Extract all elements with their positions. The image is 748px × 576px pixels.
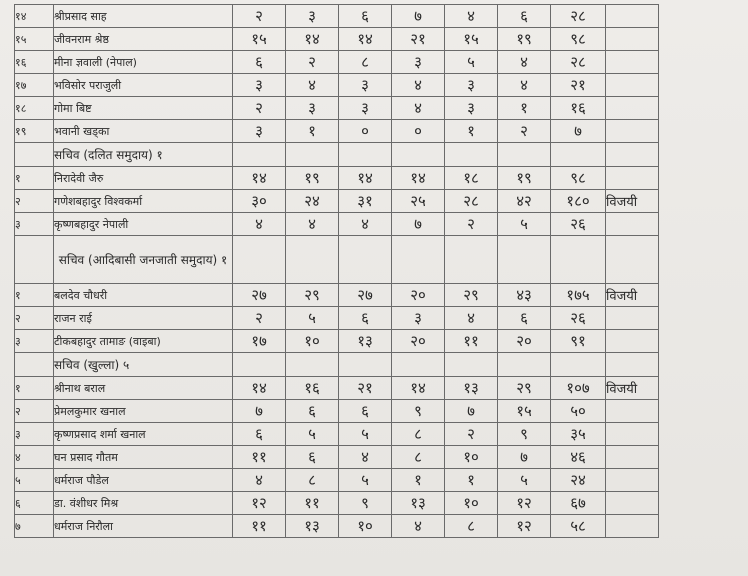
candidate-name: टीकबहादुर तामाङ (वाइबा) [54, 330, 233, 353]
votes-booth-5: ४ [445, 5, 498, 28]
votes-booth-3: २१ [339, 377, 392, 400]
votes-booth-1: २ [233, 97, 286, 120]
votes-booth-6: ६ [498, 5, 551, 28]
votes-total: ६७ [551, 492, 606, 515]
votes-booth-5: ७ [445, 400, 498, 423]
votes-booth-2: ८ [286, 469, 339, 492]
votes-booth-1: ३ [233, 120, 286, 143]
table-row [15, 400, 659, 423]
candidate-name: कृष्णबहादुर नेपाली [54, 213, 233, 236]
votes-booth-1: ७ [233, 400, 286, 423]
votes-booth-6: ६ [498, 307, 551, 330]
votes-booth-3: ६ [339, 400, 392, 423]
table-row [15, 97, 659, 120]
post-header-row [15, 353, 659, 377]
votes-booth-3: ६ [339, 307, 392, 330]
votes-booth-2: ५ [286, 423, 339, 446]
serial-number: १५ [15, 28, 54, 51]
serial-number: १४ [15, 5, 54, 28]
candidate-name: डा. वंशीधर मिश्र [54, 492, 233, 515]
votes-booth-3: ५ [339, 423, 392, 446]
votes-booth-2: ११ [286, 492, 339, 515]
votes-booth-6: १९ [498, 167, 551, 190]
votes-booth-1: ४ [233, 469, 286, 492]
remark [606, 446, 659, 469]
remark: विजयी [606, 190, 659, 213]
votes-booth-3: २७ [339, 284, 392, 307]
votes-total: ५० [551, 400, 606, 423]
empty-cell [445, 143, 498, 167]
votes-booth-3: १४ [339, 167, 392, 190]
empty-cell [551, 236, 606, 284]
table-row [15, 28, 659, 51]
votes-total: ५८ [551, 515, 606, 538]
empty-cell [498, 143, 551, 167]
empty-cell [498, 236, 551, 284]
votes-booth-1: ३ [233, 74, 286, 97]
votes-booth-4: ४ [392, 97, 445, 120]
empty-cell [392, 143, 445, 167]
votes-booth-2: १९ [286, 167, 339, 190]
votes-total: १७५ [551, 284, 606, 307]
votes-booth-3: १० [339, 515, 392, 538]
empty-cell [551, 143, 606, 167]
table-row [15, 307, 659, 330]
serial-number: ७ [15, 515, 54, 538]
candidate-name: मीना ज्ञवाली (नेपाल) [54, 51, 233, 74]
serial-number: २ [15, 400, 54, 423]
votes-booth-6: २९ [498, 377, 551, 400]
post-title: सचिव (दलित समुदाय) १ [54, 143, 233, 167]
votes-booth-1: २ [233, 307, 286, 330]
serial-number: ५ [15, 469, 54, 492]
votes-booth-5: ४ [445, 307, 498, 330]
table-row [15, 492, 659, 515]
serial-number: १ [15, 167, 54, 190]
empty-cell [233, 353, 286, 377]
empty-cell [392, 353, 445, 377]
votes-booth-1: १४ [233, 167, 286, 190]
votes-total: ७ [551, 120, 606, 143]
votes-total: ९८ [551, 167, 606, 190]
serial-number: ३ [15, 213, 54, 236]
remark [606, 213, 659, 236]
remark [606, 330, 659, 353]
votes-booth-1: १४ [233, 377, 286, 400]
votes-booth-4: ४ [392, 74, 445, 97]
votes-booth-1: ६ [233, 423, 286, 446]
votes-booth-5: १३ [445, 377, 498, 400]
votes-booth-5: २८ [445, 190, 498, 213]
candidate-name: घन प्रसाद गौतम [54, 446, 233, 469]
votes-booth-2: ४ [286, 213, 339, 236]
votes-total: २८ [551, 51, 606, 74]
votes-booth-3: ३१ [339, 190, 392, 213]
candidate-name: श्रीप्रसाद साह [54, 5, 233, 28]
table-row [15, 515, 659, 538]
votes-total: १८० [551, 190, 606, 213]
votes-total: ९८ [551, 28, 606, 51]
votes-booth-4: १ [392, 469, 445, 492]
votes-booth-3: ३ [339, 97, 392, 120]
votes-booth-2: ४ [286, 74, 339, 97]
votes-booth-5: १० [445, 492, 498, 515]
votes-booth-3: ३ [339, 74, 392, 97]
serial-cell [15, 236, 54, 284]
votes-booth-6: १ [498, 97, 551, 120]
votes-booth-3: १४ [339, 28, 392, 51]
candidate-name: निरादेवी जैरु [54, 167, 233, 190]
votes-booth-1: २७ [233, 284, 286, 307]
empty-cell [233, 236, 286, 284]
candidate-name: धर्मराज निरौला [54, 515, 233, 538]
votes-booth-5: २ [445, 423, 498, 446]
post-header-row [15, 143, 659, 167]
votes-booth-4: ३ [392, 51, 445, 74]
votes-booth-3: ५ [339, 469, 392, 492]
votes-booth-3: ० [339, 120, 392, 143]
votes-total: ३५ [551, 423, 606, 446]
votes-booth-2: १३ [286, 515, 339, 538]
votes-booth-6: २० [498, 330, 551, 353]
candidate-name: भविसोर पराजुली [54, 74, 233, 97]
votes-booth-4: ३ [392, 307, 445, 330]
remark [606, 120, 659, 143]
votes-booth-2: ३ [286, 97, 339, 120]
table-row [15, 377, 659, 400]
remark [606, 97, 659, 120]
votes-booth-3: ४ [339, 213, 392, 236]
votes-booth-6: ४ [498, 51, 551, 74]
votes-total: ४६ [551, 446, 606, 469]
votes-booth-6: ४२ [498, 190, 551, 213]
serial-number: ३ [15, 330, 54, 353]
votes-booth-5: ११ [445, 330, 498, 353]
remark [606, 492, 659, 515]
table-row [15, 423, 659, 446]
votes-total: १०७ [551, 377, 606, 400]
votes-booth-5: ३ [445, 74, 498, 97]
votes-booth-1: १७ [233, 330, 286, 353]
votes-booth-5: ८ [445, 515, 498, 538]
empty-cell [606, 353, 659, 377]
table-row [15, 120, 659, 143]
votes-booth-6: ९ [498, 423, 551, 446]
votes-booth-1: २ [233, 5, 286, 28]
votes-booth-4: ८ [392, 446, 445, 469]
empty-cell [339, 143, 392, 167]
serial-number: १६ [15, 51, 54, 74]
remark [606, 469, 659, 492]
table-row [15, 51, 659, 74]
serial-number: १८ [15, 97, 54, 120]
table-row [15, 446, 659, 469]
votes-booth-5: २ [445, 213, 498, 236]
serial-number: ४ [15, 446, 54, 469]
votes-booth-2: १ [286, 120, 339, 143]
candidate-name: बलदेव चौधरी [54, 284, 233, 307]
votes-booth-4: २० [392, 330, 445, 353]
candidate-name: जीवनराम श्रेष्ठ [54, 28, 233, 51]
post-title: सचिव (खुल्ला) ५ [54, 353, 233, 377]
remark [606, 5, 659, 28]
serial-number: ६ [15, 492, 54, 515]
votes-booth-2: २४ [286, 190, 339, 213]
post-header-row [15, 236, 659, 284]
votes-booth-6: ७ [498, 446, 551, 469]
votes-booth-2: ५ [286, 307, 339, 330]
votes-total: २४ [551, 469, 606, 492]
remark [606, 515, 659, 538]
votes-booth-6: १२ [498, 492, 551, 515]
candidate-name: गोमा बिष्ट [54, 97, 233, 120]
candidate-name: श्रीनाथ बराल [54, 377, 233, 400]
votes-booth-1: ३० [233, 190, 286, 213]
empty-cell [233, 143, 286, 167]
votes-booth-6: ४ [498, 74, 551, 97]
serial-number: २ [15, 307, 54, 330]
serial-number: १७ [15, 74, 54, 97]
empty-cell [606, 236, 659, 284]
remark [606, 74, 659, 97]
candidate-name: प्रेमलकुमार खनाल [54, 400, 233, 423]
serial-number: ३ [15, 423, 54, 446]
empty-cell [498, 353, 551, 377]
votes-booth-2: १० [286, 330, 339, 353]
empty-cell [286, 236, 339, 284]
votes-booth-6: १५ [498, 400, 551, 423]
votes-booth-1: ६ [233, 51, 286, 74]
votes-booth-1: १५ [233, 28, 286, 51]
votes-booth-4: १४ [392, 167, 445, 190]
votes-booth-3: ४ [339, 446, 392, 469]
votes-booth-2: ६ [286, 400, 339, 423]
votes-booth-4: २१ [392, 28, 445, 51]
votes-total: १६ [551, 97, 606, 120]
table-row [15, 213, 659, 236]
votes-total: २६ [551, 307, 606, 330]
votes-booth-5: १५ [445, 28, 498, 51]
votes-booth-5: २९ [445, 284, 498, 307]
remark [606, 28, 659, 51]
table-row [15, 190, 659, 213]
votes-total: २८ [551, 5, 606, 28]
votes-booth-3: ९ [339, 492, 392, 515]
post-title: सचिव (आदिबासी जनजाती समुदाय) १ [54, 236, 233, 284]
table-row [15, 330, 659, 353]
candidate-name: भवानी खड्का [54, 120, 233, 143]
votes-booth-2: ३ [286, 5, 339, 28]
table-row [15, 469, 659, 492]
votes-booth-2: १६ [286, 377, 339, 400]
votes-booth-4: ४ [392, 515, 445, 538]
remark [606, 167, 659, 190]
table-row [15, 167, 659, 190]
remark [606, 307, 659, 330]
empty-cell [606, 143, 659, 167]
empty-cell [339, 353, 392, 377]
votes-booth-5: १० [445, 446, 498, 469]
table-row [15, 5, 659, 28]
votes-total: २१ [551, 74, 606, 97]
empty-cell [551, 353, 606, 377]
remark [606, 423, 659, 446]
remark: विजयी [606, 284, 659, 307]
votes-booth-4: ७ [392, 5, 445, 28]
serial-number: २ [15, 190, 54, 213]
remark [606, 51, 659, 74]
empty-cell [286, 143, 339, 167]
serial-number: १ [15, 377, 54, 400]
serial-cell [15, 143, 54, 167]
votes-booth-5: ३ [445, 97, 498, 120]
empty-cell [392, 236, 445, 284]
votes-booth-2: १४ [286, 28, 339, 51]
serial-cell [15, 353, 54, 377]
candidate-name: धर्मराज पौडेल [54, 469, 233, 492]
votes-booth-1: ११ [233, 515, 286, 538]
votes-booth-1: १२ [233, 492, 286, 515]
votes-booth-4: ० [392, 120, 445, 143]
votes-booth-5: १ [445, 469, 498, 492]
votes-total: २६ [551, 213, 606, 236]
votes-booth-4: २० [392, 284, 445, 307]
empty-cell [445, 236, 498, 284]
votes-booth-6: ४३ [498, 284, 551, 307]
votes-booth-2: ६ [286, 446, 339, 469]
remark [606, 400, 659, 423]
votes-booth-3: १३ [339, 330, 392, 353]
serial-number: १९ [15, 120, 54, 143]
votes-booth-6: १९ [498, 28, 551, 51]
vote-count-table [14, 4, 659, 538]
votes-booth-2: २९ [286, 284, 339, 307]
remark: विजयी [606, 377, 659, 400]
votes-booth-5: १ [445, 120, 498, 143]
votes-booth-6: १२ [498, 515, 551, 538]
votes-booth-6: ५ [498, 213, 551, 236]
votes-booth-4: ९ [392, 400, 445, 423]
votes-booth-4: १४ [392, 377, 445, 400]
candidate-name: कृष्णप्रसाद शर्मा खनाल [54, 423, 233, 446]
votes-booth-2: २ [286, 51, 339, 74]
votes-total: ९१ [551, 330, 606, 353]
votes-booth-5: ५ [445, 51, 498, 74]
empty-cell [286, 353, 339, 377]
votes-booth-4: २५ [392, 190, 445, 213]
serial-number: १ [15, 284, 54, 307]
candidate-name: गणेशबहादुर विश्वकर्मा [54, 190, 233, 213]
votes-booth-4: ७ [392, 213, 445, 236]
votes-booth-1: ४ [233, 213, 286, 236]
table-row [15, 284, 659, 307]
votes-booth-1: ११ [233, 446, 286, 469]
empty-cell [339, 236, 392, 284]
table-row [15, 74, 659, 97]
votes-booth-3: ६ [339, 5, 392, 28]
empty-cell [445, 353, 498, 377]
votes-booth-6: २ [498, 120, 551, 143]
votes-booth-5: १८ [445, 167, 498, 190]
votes-booth-4: ८ [392, 423, 445, 446]
votes-booth-3: ८ [339, 51, 392, 74]
votes-booth-6: ५ [498, 469, 551, 492]
votes-booth-4: १३ [392, 492, 445, 515]
candidate-name: राजन राई [54, 307, 233, 330]
